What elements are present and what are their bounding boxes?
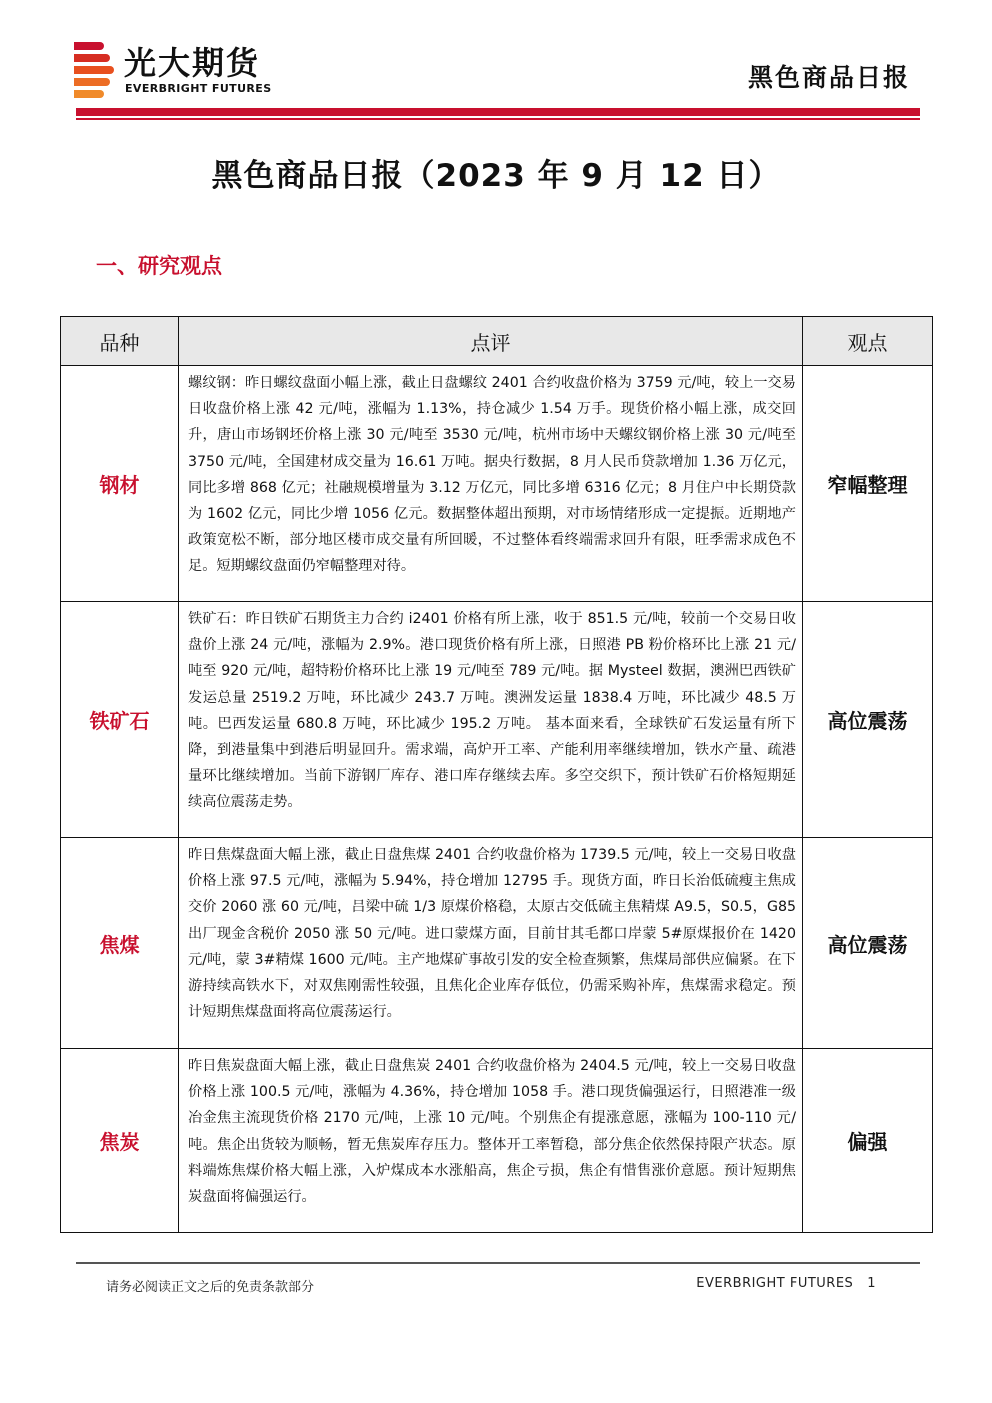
logo-mark-icon xyxy=(74,42,114,98)
research-view-table xyxy=(60,316,933,1233)
footer-disclaimer: 请务必阅读正文之后的免责条款部分 xyxy=(106,1280,315,1295)
table-header-row xyxy=(61,317,933,366)
table-row xyxy=(61,602,933,838)
header-view: 观点 xyxy=(803,317,933,366)
table-row xyxy=(61,366,933,602)
footer-company-page xyxy=(696,1276,876,1291)
header-divider-thin xyxy=(76,118,920,120)
header-category: 品种 xyxy=(61,317,179,366)
comment-cell: 铁矿石：昨日铁矿石期货主力合约 i2401 价格有所上涨，收于 851.5 元/吨，较前一个交易日收盘价上涨 24 元/吨，涨幅为 2.9%。港口现货价格有所上涨，日照港 PB 粉价格环比上涨 21 元/吨至 920 元/吨，超特粉价格环比上涨 19 元/吨至 789 元/吨。据 Mysteel 数据，澳洲巴西铁矿发运总量 2519.2 万吨，环比减少 243.7 万吨。澳洲发运量 1838.4 万吨，环比减少 48.5 万吨。巴西发运量 680.8 万吨，环比减少 195.2 万吨。 基本面来看，全球铁矿石发运量有所下降，到港量集中到港后明显回升。需求端，高炉开工率、产能利用率继续增加，铁水产量、疏港量环比继续增加。当前下游钢厂库存、港口库存继续去库。多空交织下，预计铁矿石价格短期延续高位震荡走势。 xyxy=(179,602,803,838)
section-heading: 一、研究观点 xyxy=(96,254,222,278)
footer-company: EVERBRIGHT FUTURES xyxy=(696,1276,854,1291)
table-row xyxy=(61,1049,933,1233)
comment-cell: 昨日焦煤盘面大幅上涨，截止日盘焦煤 2401 合约收盘价格为 1739.5 元/吨，较上一交易日收盘价格上涨 97.5 元/吨，涨幅为 5.94%，持仓增加 12795 手。现货方面，昨日长治低硫瘦主焦成交价 2060 涨 60 元/吨，吕梁中硫 1/3 原煤价格稳，太原古交低硫主焦精煤 A9.5，S0.5，G85 出厂现金含税价 2050 涨 50 元/吨。进口蒙煤方面，目前甘其毛都口岸蒙 5#原煤报价在 1420 元/吨，蒙 3#精煤 1600 元/吨。主产地煤矿事故引发的安全检查频繁，焦煤局部供应偏紧。在下游持续高铁水下，对双焦刚需性较强，且焦化企业库存低位，仍需采购补库，焦煤需求稳定。预计短期焦煤盘面将高位震荡运行。 xyxy=(179,838,803,1049)
header-divider xyxy=(76,108,920,116)
comment-cell: 昨日焦炭盘面大幅上涨，截止日盘焦炭 2401 合约收盘价格为 2404.5 元/吨，较上一交易日收盘价格上涨 100.5 元/吨，涨幅为 4.36%，持仓增加 1058 手。港口现货偏强运行，日照港准一级冶金焦主流现货价格 2170 元/吨，上涨 10 元/吨。个别焦企有提涨意愿，涨幅为 100-110 元/吨。焦企出货较为顺畅，暂无焦炭库存压力。整体开工率暂稳，部分焦企依然保持限产状态。原料端炼焦煤价格大幅上涨，入炉煤成本水涨船高，焦企亏损，焦企有惜售涨价意愿。预计短期焦炭盘面将偏强运行。 xyxy=(179,1049,803,1233)
category-cell: 铁矿石 xyxy=(61,602,179,838)
category-cell: 焦煤 xyxy=(61,838,179,1049)
footer-divider xyxy=(76,1262,920,1264)
header-comment: 点评 xyxy=(179,317,803,366)
company-logo xyxy=(74,38,289,100)
category-cell: 焦炭 xyxy=(61,1049,179,1233)
logo-chinese-name: 光大期货 xyxy=(124,44,261,82)
view-cell: 高位震荡 xyxy=(803,602,933,838)
comment-cell: 螺纹钢：昨日螺纹盘面小幅上涨，截止日盘螺纹 2401 合约收盘价格为 3759 元/吨，较上一交易日收盘价格上涨 42 元/吨，涨幅为 1.13%，持仓减少 1.54 万手。现货价格小幅上涨，成交回升，唐山市场钢坯价格上涨 30 元/吨至 3530 元/吨，杭州市场中天螺纹钢价格上涨 30 元/吨至 3750 元/吨，全国建材成交量为 16.61 万吨。据央行数据，8 月人民币贷款增加 1.36 万亿元，同比多增 868 亿元；社融规模增量为 3.12 万亿元，同比多增 6316 亿元；8 月住户中长期贷款为 1602 亿元，同比少增 1056 亿元。数据整体超出预期，对市场情绪形成一定提振。近期地产政策宽松不断，部分地区楼市成交量有所回暖，不过整体看终端需求回升有限，旺季需求成色不足。短期螺纹盘面仍窄幅整理对待。 xyxy=(179,366,803,602)
view-cell: 窄幅整理 xyxy=(803,366,933,602)
report-type-label: 黑色商品日报 xyxy=(747,63,910,92)
table-row xyxy=(61,838,933,1049)
view-cell: 偏强 xyxy=(803,1049,933,1233)
view-cell: 高位震荡 xyxy=(803,838,933,1049)
page-number: 1 xyxy=(867,1276,876,1291)
category-cell: 钢材 xyxy=(61,366,179,602)
logo-english-name: EVERBRIGHT FUTURES xyxy=(125,82,272,95)
document-title: 黑色商品日报（2023 年 9 月 12 日） xyxy=(211,158,781,194)
